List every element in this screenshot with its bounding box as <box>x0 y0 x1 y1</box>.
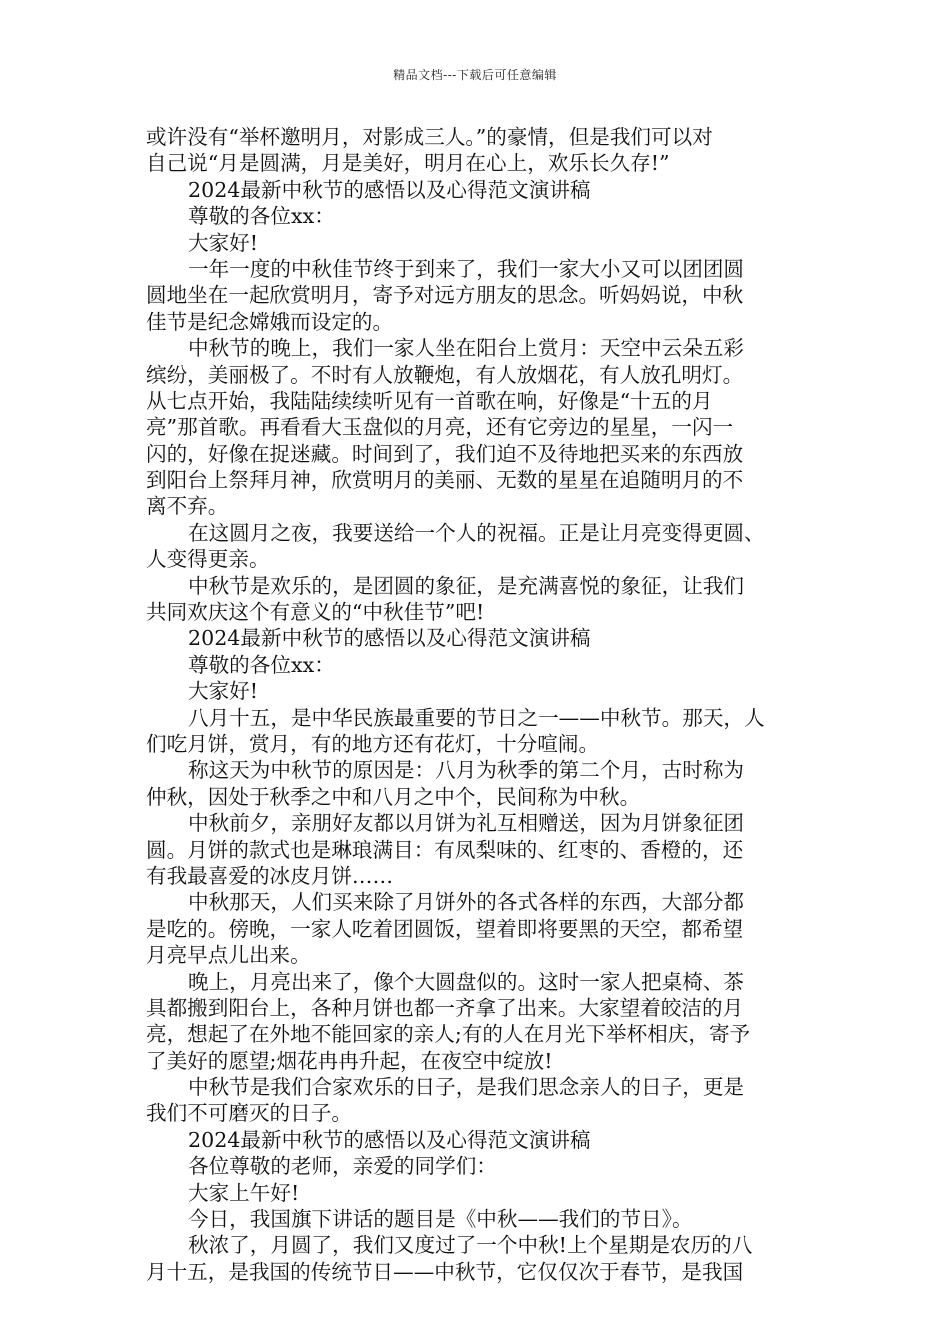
text-line: 称这天为中秋节的原因是：八月为秋季的第二个月，古时称为 <box>188 758 745 783</box>
text-line: 2024最新中秋节的感悟以及心得范文演讲稿 <box>188 1127 591 1152</box>
text-line: 或许没有“举杯邀明月，对影成三人。”的豪情，但是我们可以对 <box>146 125 713 149</box>
text-line: 具都搬到阳台上，各种月饼也都一齐拿了出来。大家望着皎洁的月 <box>146 995 744 1020</box>
text-line: 到阳台上祭拜月神，欣赏明月的美丽、无数的星星在追随明月的不 <box>146 468 744 493</box>
text-line: 中秋节是欢乐的，是团圆的象征，是充满喜悦的象征，让我们 <box>188 573 745 598</box>
text-line: 是吃的。傍晚，一家人吃着团圆饭，望着即将要黑的天空，都希望 <box>146 916 744 941</box>
text-line: 尊敬的各位xx： <box>188 652 335 677</box>
text-line: 尊敬的各位xx： <box>188 204 335 229</box>
text-line: 2024最新中秋节的感悟以及心得范文演讲稿 <box>188 177 591 202</box>
text-line: 闪的，好像在捉迷藏。时间到了，我们迫不及待地把买来的东西放 <box>146 441 744 466</box>
document-body <box>146 124 806 1285</box>
text-line: 亮”那首歌。再看看大玉盘似的月亮，还有它旁边的星星，一闪一 <box>146 415 734 440</box>
text-line: 大家上午好! <box>188 1180 300 1205</box>
text-line: 们吃月饼，赏月，有的地方还有花灯，十分喧闹。 <box>146 731 600 756</box>
text-line: 人变得更亲。 <box>146 547 270 572</box>
text-line: 八月十五，是中华民族最重要的节日之一——中秋节。那天，人 <box>188 705 765 730</box>
text-line: 中秋节是我们合家欢乐的日子，是我们思念亲人的日子，更是 <box>188 1075 745 1100</box>
text-line: 大家好! <box>188 679 259 704</box>
text-line: 佳节是纪念嫦娥而设定的。 <box>146 309 394 334</box>
text-line: 中秋前夕，亲朋好友都以月饼为礼互相赠送，因为月饼象征团 <box>188 811 745 836</box>
text-line: 一年一度的中秋佳节终于到来了，我们一家大小又可以团团圆 <box>188 256 745 281</box>
text-line: 了美好的愿望;烟花冉冉升起，在夜空中绽放! <box>146 1048 553 1073</box>
text-line: 共同欢庆这个有意义的“中秋佳节”吧! <box>146 600 485 625</box>
text-line: 仲秋，因处于秋季之中和八月之中个，民间称为中秋。 <box>146 784 641 809</box>
text-line: 2024最新中秋节的感悟以及心得范文演讲稿 <box>188 626 591 651</box>
text-line: 在这圆月之夜，我要送给一个人的祝福。正是让月亮变得更圆、 <box>188 520 765 545</box>
text-line: 月十五，是我国的传统节日——中秋节，它仅仅次于春节，是我国 <box>146 1259 744 1284</box>
text-line: 离不弃。 <box>146 494 229 519</box>
text-line: 大家好! <box>188 230 259 255</box>
text-line: 各位尊敬的老师，亲爱的同学们： <box>188 1154 497 1179</box>
text-line: 有我最喜爱的冰皮月饼…… <box>146 863 394 888</box>
page-header: 精品文档---下载后可任意编辑 <box>393 68 557 82</box>
text-line: 中秋节的晚上，我们一家人坐在阳台上赏月：天空中云朵五彩 <box>188 336 745 361</box>
text-line: 缤纷，美丽极了。不时有人放鞭炮，有人放烟花，有人放孔明灯。 <box>146 362 744 387</box>
text-line: 圆地坐在一起欣赏明月，寄予对远方朋友的思念。听妈妈说，中秋 <box>146 283 744 308</box>
text-line: 晚上，月亮出来了，像个大圆盘似的。这时一家人把桌椅、茶 <box>188 969 745 994</box>
text-line: 圆。月饼的款式也是琳琅满目：有凤梨味的、红枣的、香橙的，还 <box>146 837 744 862</box>
text-line: 中秋那天，人们买来除了月饼外的各式各样的东西，大部分都 <box>188 890 745 915</box>
text-line: 自己说“月是圆满，月是美好，明月在心上，欢乐长久存!” <box>146 151 670 176</box>
text-line: 亮，想起了在外地不能回家的亲人;有的人在月光下举杯相庆，寄予 <box>146 1022 751 1047</box>
text-line: 月亮早点儿出来。 <box>146 943 311 968</box>
text-line: 今日，我国旗下讲话的题目是《中秋——我们的节日》。 <box>188 1207 693 1232</box>
text-line: 秋浓了，月圆了，我们又度过了一个中秋!上个星期是农历的八 <box>188 1233 753 1258</box>
text-line: 从七点开始，我陆陆续续听见有一首歌在响，好像是“十五的月 <box>146 388 713 413</box>
text-line: 我们不可磨灭的日子。 <box>146 1101 352 1126</box>
